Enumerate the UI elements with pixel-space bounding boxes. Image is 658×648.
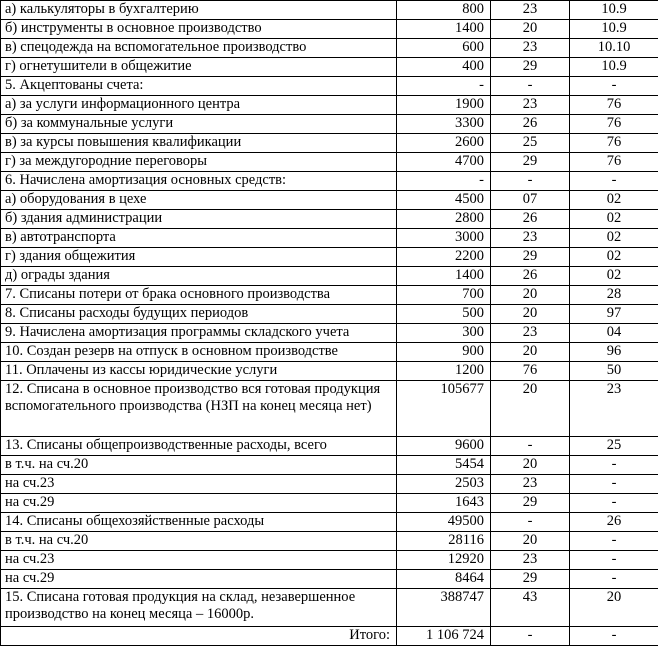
operation-description: 10. Создан резерв на отпуск в основном производстве [1,343,397,362]
credit-account: 02 [570,210,658,229]
table-row [1,589,658,627]
credit-account: 28 [570,286,658,305]
table-row [1,210,658,229]
operation-amount: 1400 [397,267,491,286]
debit-account: 23 [491,475,570,494]
table-row [1,172,658,191]
debit-account: 76 [491,362,570,381]
operation-description: г) за междугородние переговоры [1,153,397,172]
table-row [1,494,658,513]
credit-account: 25 [570,437,658,456]
credit-account: 02 [570,267,658,286]
operation-amount: 2600 [397,134,491,153]
journal-table-body [1,1,658,646]
debit-account: 20 [491,456,570,475]
debit-account: 20 [491,286,570,305]
credit-account: 76 [570,134,658,153]
debit-account: 26 [491,115,570,134]
operation-amount: 4500 [397,191,491,210]
table-row [1,381,658,437]
operation-description: на сч.29 [1,494,397,513]
operation-amount: - [397,172,491,191]
operation-amount: - [397,77,491,96]
credit-account: - [570,172,658,191]
credit-account: - [570,532,658,551]
operation-amount: 28116 [397,532,491,551]
operation-description: 15. Списана готовая продукция на склад, незавершенное производство на конец месяца – 16000р. [1,589,397,627]
total-credit: - [570,627,658,646]
operation-description: г) здания общежития [1,248,397,267]
operation-description: на сч.23 [1,475,397,494]
table-row [1,551,658,570]
credit-account: - [570,475,658,494]
debit-account: 29 [491,248,570,267]
operation-amount: 600 [397,39,491,58]
credit-account: 10.9 [570,20,658,39]
operation-amount: 2800 [397,210,491,229]
credit-account: 20 [570,589,658,627]
credit-account: - [570,551,658,570]
debit-account: - [491,77,570,96]
table-row [1,96,658,115]
table-row [1,153,658,172]
operation-description: 7. Списаны потери от брака основного производства [1,286,397,305]
credit-account: 76 [570,153,658,172]
operation-amount: 49500 [397,513,491,532]
credit-account: - [570,456,658,475]
credit-account: - [570,570,658,589]
table-row [1,58,658,77]
table-row [1,20,658,39]
operation-amount: 800 [397,1,491,20]
table-row [1,39,658,58]
table-row [1,286,658,305]
debit-account: 29 [491,570,570,589]
operation-description: в т.ч. на сч.20 [1,456,397,475]
operation-amount: 900 [397,343,491,362]
operation-description: б) здания администрации [1,210,397,229]
table-row [1,115,658,134]
debit-account: 23 [491,1,570,20]
credit-account: 26 [570,513,658,532]
debit-account: 20 [491,532,570,551]
debit-account: 23 [491,324,570,343]
table-row [1,305,658,324]
debit-account: 23 [491,39,570,58]
credit-account: 50 [570,362,658,381]
table-row [1,229,658,248]
operation-description: в) за курсы повышения квалификации [1,134,397,153]
total-amount: 1 106 724 [397,627,491,646]
operation-amount: 3000 [397,229,491,248]
table-row [1,437,658,456]
operation-description: в) автотранспорта [1,229,397,248]
operation-description: а) калькуляторы в бухгалтерию [1,1,397,20]
debit-account: 29 [491,153,570,172]
table-row [1,267,658,286]
operation-amount: 1400 [397,20,491,39]
operation-amount: 300 [397,324,491,343]
operation-amount: 388747 [397,589,491,627]
operation-description: 14. Списаны общехозяйственные расходы [1,513,397,532]
table-row [1,343,658,362]
credit-account: 76 [570,115,658,134]
debit-account: - [491,513,570,532]
credit-account: - [570,77,658,96]
operation-description: д) ограды здания [1,267,397,286]
operation-description: 6. Начислена амортизация основных средств: [1,172,397,191]
table-row [1,570,658,589]
operation-amount: 5454 [397,456,491,475]
debit-account: 26 [491,267,570,286]
credit-account: 04 [570,324,658,343]
operation-description: г) огнетушители в общежитие [1,58,397,77]
debit-account: 29 [491,494,570,513]
total-debit: - [491,627,570,646]
credit-account: - [570,494,658,513]
operation-description: б) инструменты в основное производство [1,20,397,39]
operation-amount: 4700 [397,153,491,172]
total-label: Итого: [1,627,397,646]
debit-account: 29 [491,58,570,77]
table-row [1,532,658,551]
debit-account: 26 [491,210,570,229]
credit-account: 02 [570,229,658,248]
operation-amount: 1200 [397,362,491,381]
operation-description: в т.ч. на сч.20 [1,532,397,551]
credit-account: 10.10 [570,39,658,58]
operation-description: а) оборудования в цехе [1,191,397,210]
operation-description: 5. Акцептованы счета: [1,77,397,96]
credit-account: 02 [570,248,658,267]
debit-account: 43 [491,589,570,627]
operation-description: в) спецодежда на вспомогательное производство [1,39,397,58]
credit-account: 97 [570,305,658,324]
operation-description: на сч.29 [1,570,397,589]
operation-amount: 105677 [397,381,491,437]
operation-amount: 12920 [397,551,491,570]
table-row [1,456,658,475]
total-row [1,627,658,646]
debit-account: 25 [491,134,570,153]
table-row [1,513,658,532]
operation-amount: 400 [397,58,491,77]
debit-account: 20 [491,381,570,437]
debit-account: 20 [491,343,570,362]
operation-description: 11. Оплачены из кассы юридические услуги [1,362,397,381]
table-row [1,475,658,494]
debit-account: - [491,172,570,191]
debit-account: 23 [491,551,570,570]
debit-account: 20 [491,305,570,324]
operation-amount: 500 [397,305,491,324]
table-row [1,77,658,96]
table-row [1,1,658,20]
debit-account: 07 [491,191,570,210]
credit-account: 10.9 [570,58,658,77]
credit-account: 10.9 [570,1,658,20]
operation-description: 12. Списана в основное производство вся готовая продукция вспомогательного производства (НЗП на конец месяца нет) [1,381,397,437]
operation-amount: 1900 [397,96,491,115]
operation-amount: 2503 [397,475,491,494]
debit-account: 20 [491,20,570,39]
credit-account: 96 [570,343,658,362]
operation-description: б) за коммунальные услуги [1,115,397,134]
operation-amount: 3300 [397,115,491,134]
operation-amount: 700 [397,286,491,305]
debit-account: 23 [491,96,570,115]
debit-account: - [491,437,570,456]
operation-description: 9. Начислена амортизация программы складского учета [1,324,397,343]
table-row [1,191,658,210]
operation-amount: 1643 [397,494,491,513]
operation-description: 8. Списаны расходы будущих периодов [1,305,397,324]
operation-amount: 8464 [397,570,491,589]
operation-amount: 2200 [397,248,491,267]
credit-account: 23 [570,381,658,437]
table-row [1,248,658,267]
operation-amount: 9600 [397,437,491,456]
operation-description: 13. Списаны общепроизводственные расходы, всего [1,437,397,456]
operation-description: на сч.23 [1,551,397,570]
table-row [1,362,658,381]
credit-account: 76 [570,96,658,115]
credit-account: 02 [570,191,658,210]
table-row [1,324,658,343]
debit-account: 23 [491,229,570,248]
table-row [1,134,658,153]
operation-description: а) за услуги информационного центра [1,96,397,115]
